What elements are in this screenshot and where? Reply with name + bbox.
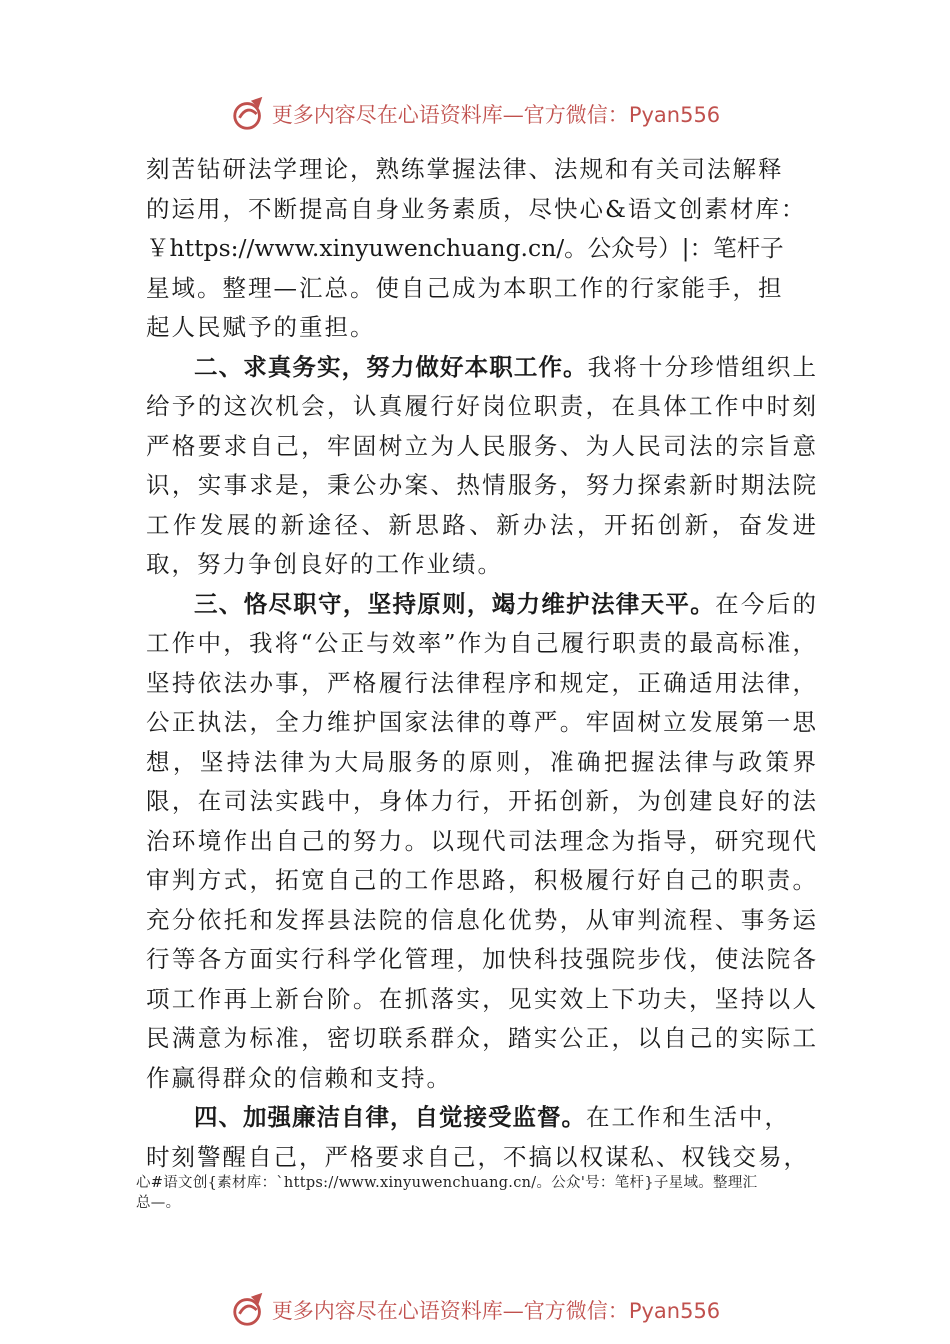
line: 起人民赋予的重担。 [146, 313, 376, 341]
banner-wechat: Pyan556 [628, 103, 721, 127]
document-body [146, 150, 818, 1177]
section-heading: 四、加强廉洁自律，自觉接受监督。 [194, 1103, 586, 1131]
line: 星域。整理—汇总。使自己成为本职工作的行家能手，担 [146, 273, 784, 302]
header-banner [0, 94, 950, 134]
paragraph-text: 在今后的工作中，我将“公正与效率”作为自己履行职责的最高标准，坚持依法办事，严格履行法律程序和规定，正确适用法律，公正执法，全力维护国家法律的尊严。牢固树立发展第一思想，坚持法律为大局服务的原则，准确把握法律与政策界限，在司法实践中，身体力行，开拓创新，为创建良好的法治环境作出自己的努力。以现代司法理念为指导，研究现代审判方式，拓宽自己的工作思路，积极履行好自己的职责。充分依托和发挥县法院的信息化优势，从审判流程、事务运行等各方面实行科学化管理，加快科技强院步伐，使法院各项工作再上新台阶。在抓落实，见实效上下功夫，坚持以人民满意为标准，密切联系群众，踏实公正，以自己的实际工作赢得群众的信赖和支持。 [146, 589, 818, 1092]
section-heading: 二、求真务实，努力做好本职工作。 [194, 352, 588, 381]
banner-wechat: Pyan556 [628, 1299, 721, 1323]
paragraph-4 [146, 1098, 818, 1138]
footnote-line: 心#语文创{素材库：`https://www.xinyuwenchuang.cn/。公众'号：笔杆}子星域。整理汇 [136, 1175, 758, 1191]
line: 的运用，不断提高自身业务素质，尽快心&语文创素材库： [146, 194, 807, 223]
paragraph-1 [146, 150, 818, 348]
paragraph-2 [146, 348, 818, 585]
line: 刻苦钻研法学理论，熟练掌握法律、法规和有关司法解释 [146, 155, 784, 183]
banner-text: 更多内容尽在心语资料库—官方微信：Pyan556 [271, 103, 721, 127]
brand-logo-icon [230, 95, 268, 133]
footnote [136, 1173, 836, 1213]
paragraph-3 [146, 585, 818, 1099]
banner-text: 更多内容尽在心语资料库—官方微信：Pyan556 [271, 1299, 721, 1323]
footnote-line: 总—。 [136, 1195, 181, 1211]
paragraph-text: 我将十分珍惜组织上给予的这次机会，认真履行好岗位职责，在具体工作中时刻严格要求自己，牢固树立为人民服务、为人民司法的宗旨意识，实事求是，秉公办案、热情服务，努力探索新时期法院工作发展的新途径、新思路、新办法，开拓创新，奋发进 取，努力争创良好的工作业绩。 [146, 352, 819, 578]
paragraph-4-continued [146, 1138, 818, 1178]
brand-logo-icon [230, 1291, 268, 1329]
footer-banner [0, 1290, 950, 1330]
line: ￥https://www.xinyuwenchuang.cn/。公众号）|：笔杆子 [146, 234, 784, 262]
paragraph-text: 在工作和生活中， [586, 1103, 790, 1131]
section-heading: 三、恪尽职守，坚持原则，竭力维护法律天平。 [194, 589, 716, 618]
line: 时刻警醒自己，严格要求自己，不搞以权谋私、权钱交易， [146, 1142, 809, 1171]
